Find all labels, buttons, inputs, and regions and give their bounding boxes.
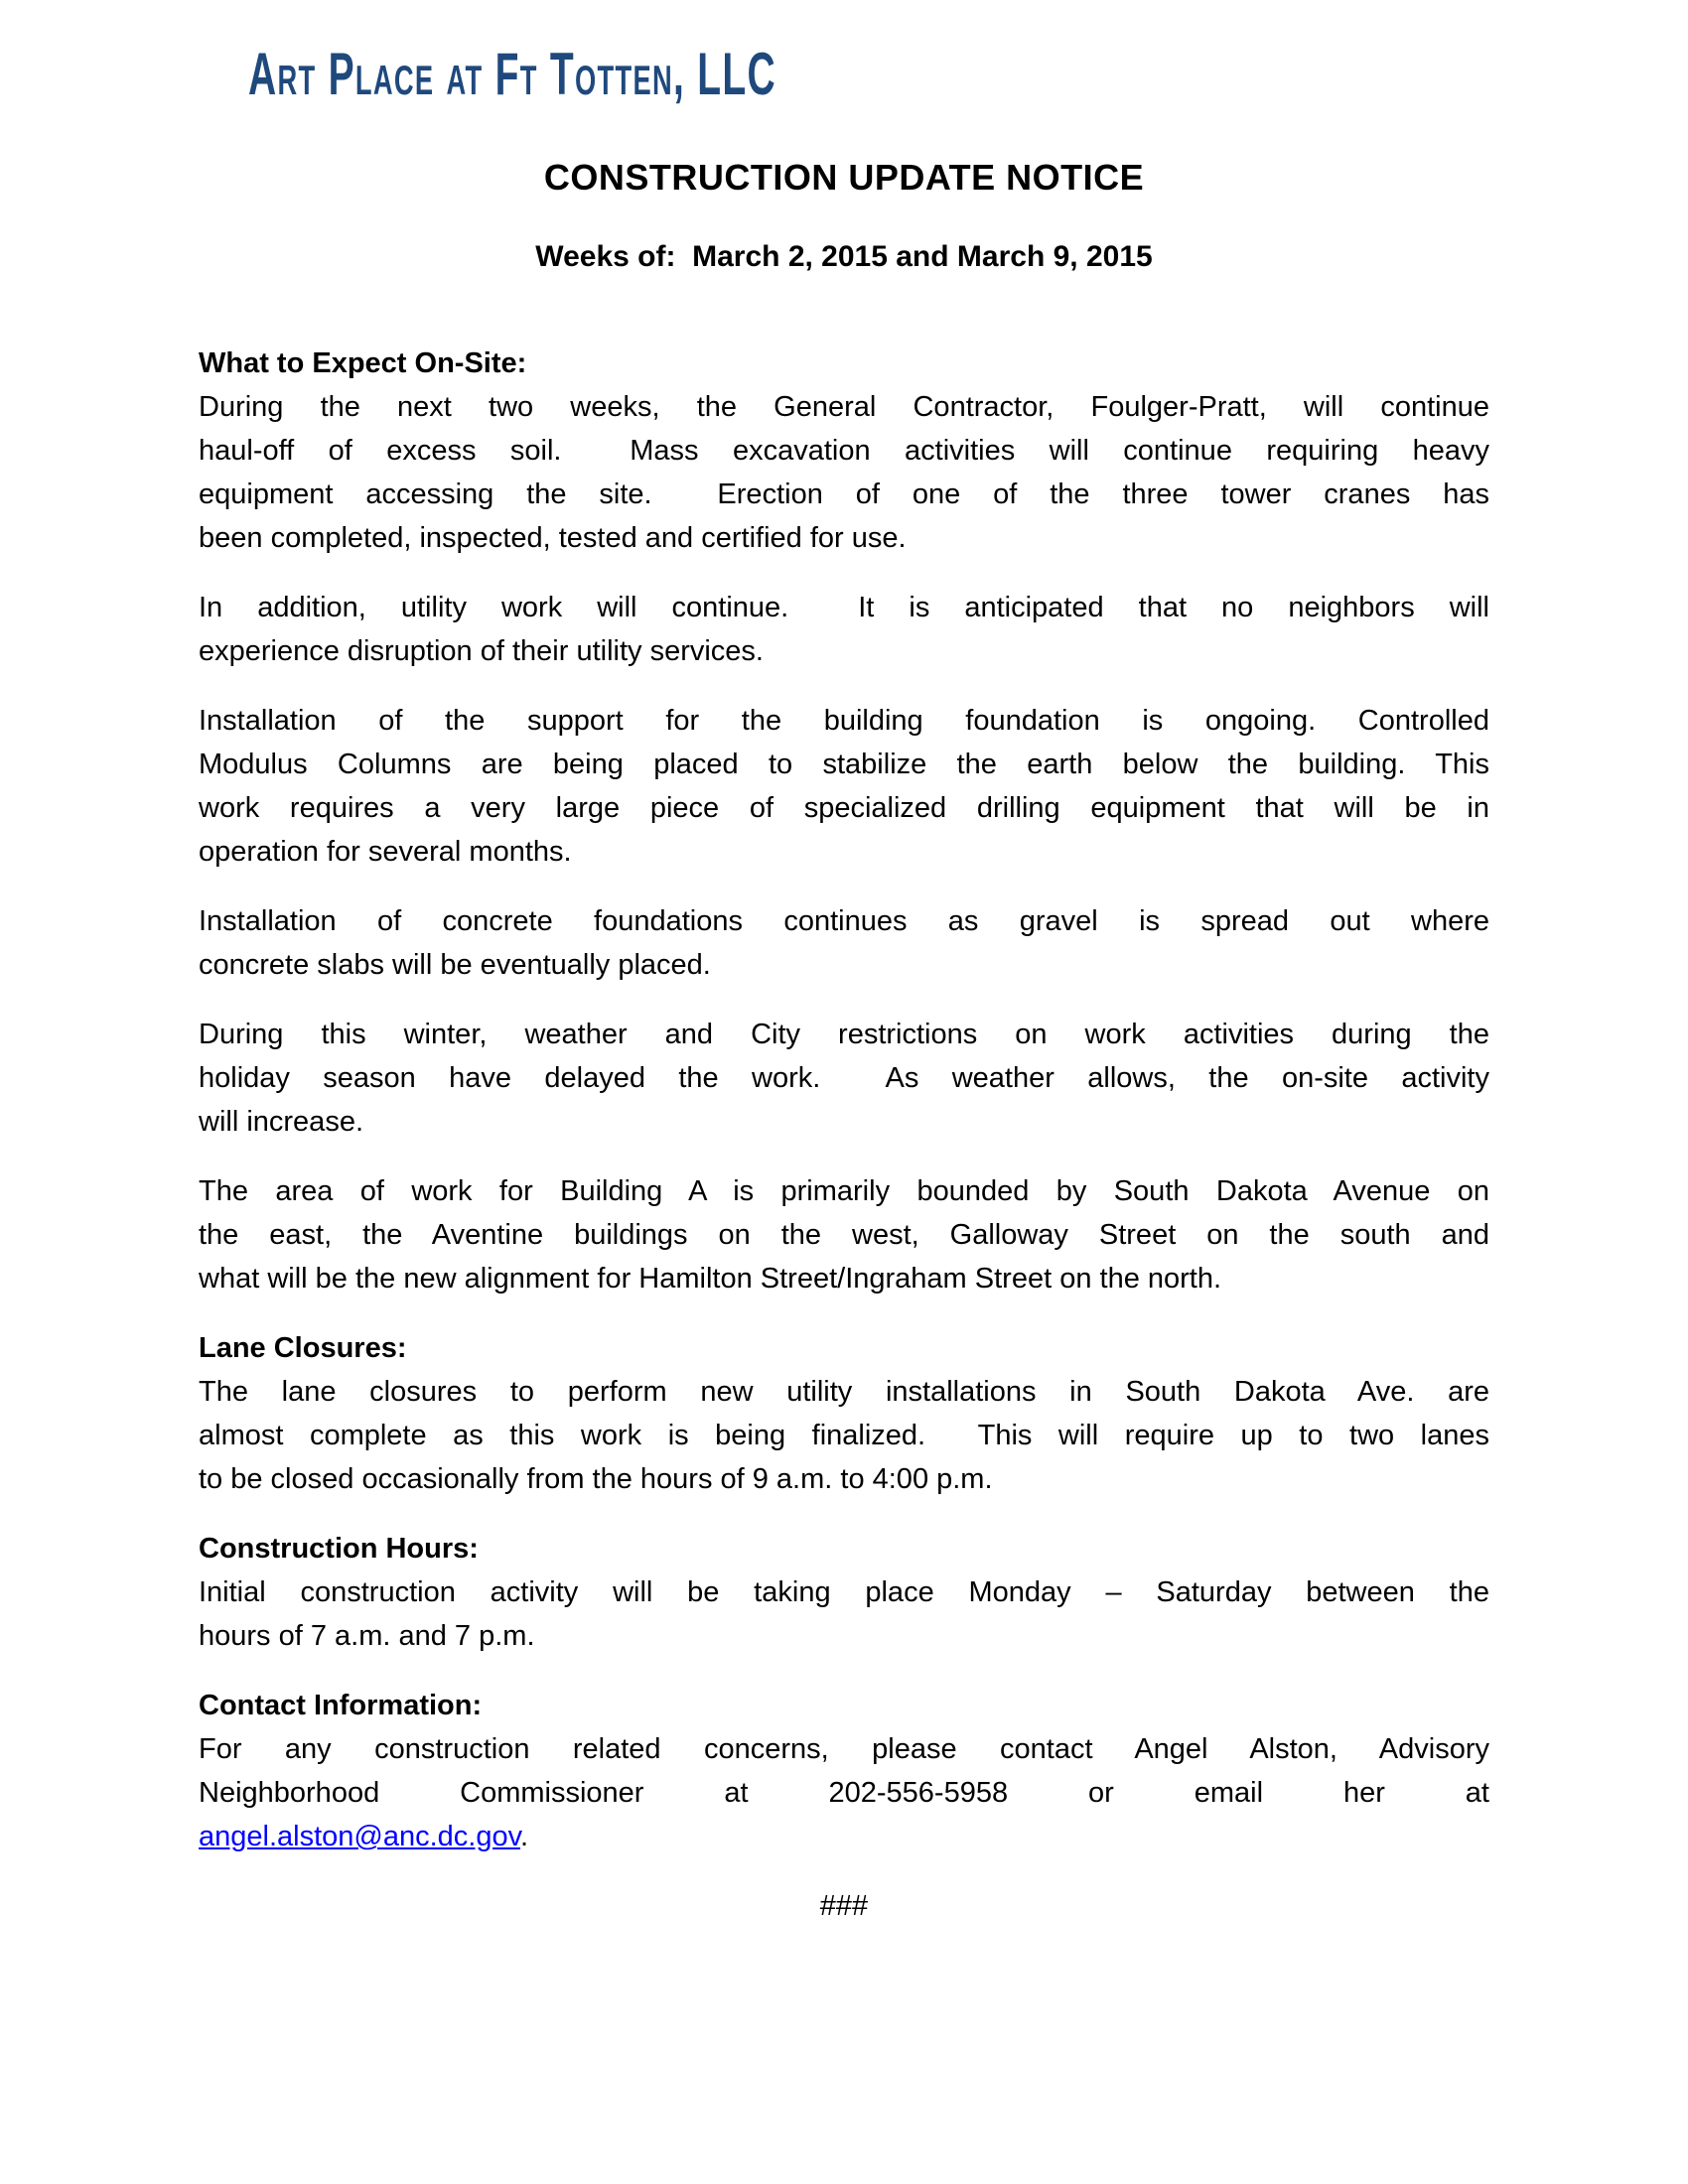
section-heading-what-to-expect: What to Expect On-Site: xyxy=(199,347,527,379)
email-trailing-period: . xyxy=(519,1821,529,1852)
text-line: work requires a very large piece of specialized drilling equipment that will be in xyxy=(199,792,1489,824)
section-heading-contact-information: Contact Information: xyxy=(199,1690,483,1721)
text-line: operation for several months. xyxy=(199,836,572,868)
email-link[interactable]: angel.alston@anc.dc.gov xyxy=(199,1821,520,1852)
text-line: Installation of concrete foundations continues as gravel is spread out where xyxy=(199,905,1489,937)
end-marker: ### xyxy=(819,1890,869,1922)
paragraph-expect-2 xyxy=(199,586,1489,673)
text-line: experience disruption of their utility services. xyxy=(199,635,764,667)
text-line: hours of 7 a.m. and 7 p.m. xyxy=(199,1620,535,1652)
paragraph-contact-information xyxy=(199,1727,1489,1858)
text-line: been completed, inspected, tested and certified for use. xyxy=(199,522,907,554)
text-line: Initial construction activity will be taking place Monday – Saturday between the xyxy=(199,1576,1489,1608)
text-line: concrete slabs will be eventually placed. xyxy=(199,949,711,981)
paragraph-expect-4 xyxy=(199,899,1489,987)
text-line: In addition, utility work will continue. It is anticipated that no neighbors will xyxy=(199,592,1489,623)
paragraph-lane-closures xyxy=(199,1370,1489,1501)
section-heading-lane-closures: Lane Closures: xyxy=(199,1332,407,1364)
paragraph-expect-3 xyxy=(199,699,1489,874)
section-heading-construction-hours: Construction Hours: xyxy=(199,1533,479,1565)
paragraph-expect-5 xyxy=(199,1013,1489,1144)
text-line: almost complete as this work is being finalized. This will require up to two lanes xyxy=(199,1420,1489,1451)
text-line: For any construction related concerns, please contact Angel Alston, Advisory xyxy=(199,1733,1489,1765)
text-line: what will be the new alignment for Hamilton Street/Ingraham Street on the north. xyxy=(199,1263,1222,1295)
text-line: to be closed occasionally from the hours of 9 a.m. to 4:00 p.m. xyxy=(199,1463,993,1495)
text-line: will increase. xyxy=(199,1106,363,1138)
text-line: During the next two weeks, the General Contractor, Foulger-Pratt, will continue xyxy=(199,391,1489,423)
document-title: CONSTRUCTION UPDATE NOTICE xyxy=(543,157,1145,198)
paragraph-expect-1 xyxy=(199,385,1489,560)
text-line: Installation of the support for the building foundation is ongoing. Controlled xyxy=(199,705,1489,737)
paragraph-construction-hours xyxy=(199,1570,1489,1658)
text-line xyxy=(199,1815,1489,1858)
company-header: Art Place at Ft Totten, LLC xyxy=(248,41,777,107)
paragraph-expect-6 xyxy=(199,1169,1489,1300)
text-line: Modulus Columns are being placed to stabilize the earth below the building. This xyxy=(199,749,1489,780)
text-line: The lane closures to perform new utility installations in South Dakota Ave. are xyxy=(199,1376,1489,1408)
text-line: Neighborhood Commissioner at 202-556-5958 or email her at xyxy=(199,1777,1489,1809)
text-line: haul-off of excess soil. Mass excavation activities will continue requiring heavy xyxy=(199,435,1489,467)
text-line: The area of work for Building A is primarily bounded by South Dakota Avenue on xyxy=(199,1175,1489,1207)
text-line: During this winter, weather and City restrictions on work activities during the xyxy=(199,1019,1489,1050)
text-line: holiday season have delayed the work. As weather allows, the on-site activity xyxy=(199,1062,1489,1094)
document-subtitle: Weeks of: March 2, 2015 and March 9, 2015 xyxy=(535,240,1153,273)
text-line: equipment accessing the site. Erection of one of the three tower cranes has xyxy=(199,478,1489,510)
text-line: the east, the Aventine buildings on the west, Galloway Street on the south and xyxy=(199,1219,1489,1251)
